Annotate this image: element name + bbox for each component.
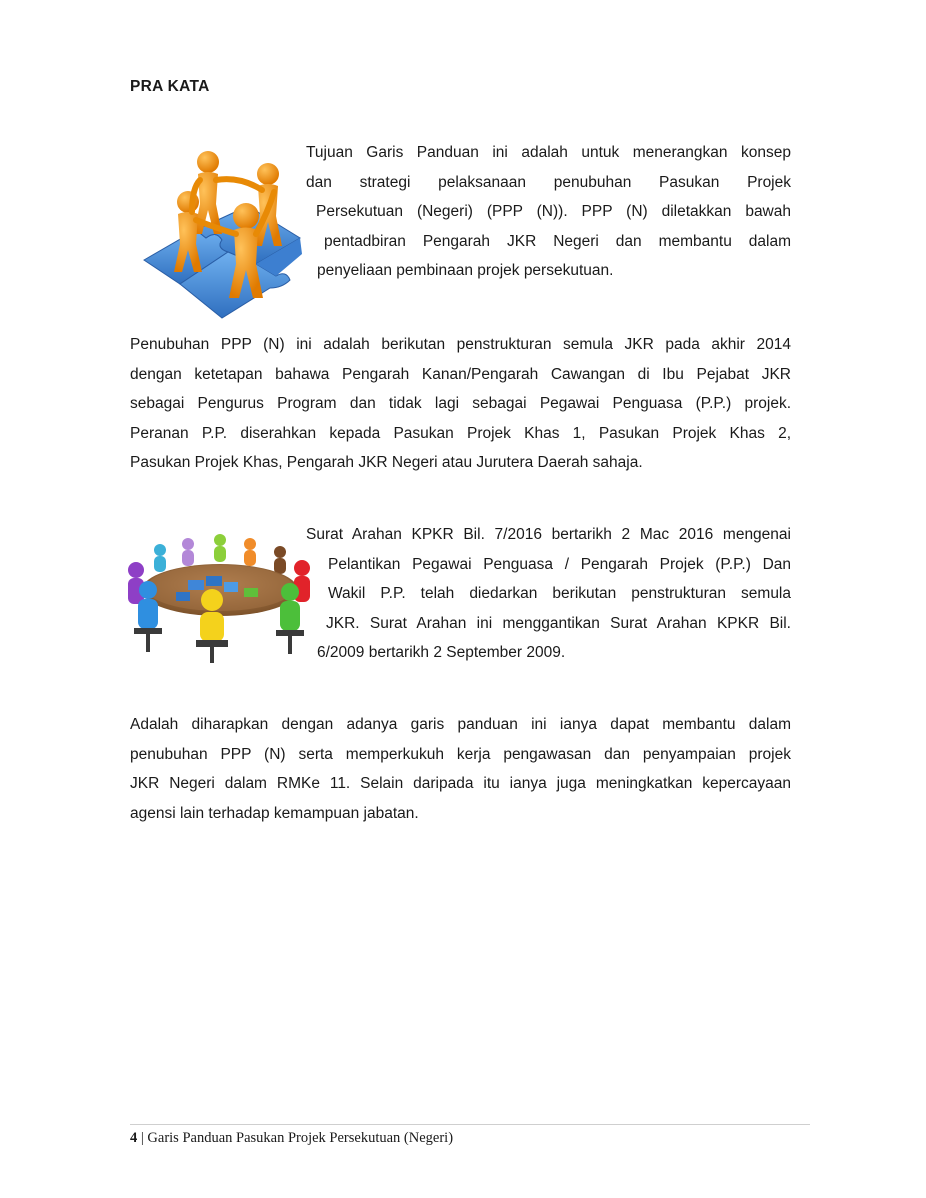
circular-line: JKR. Surat Arahan ini menggantikan Surat Arahan KPKR Bil. bbox=[326, 614, 791, 632]
restructuring-line: Peranan P.P. diserahkan kepada Pasukan Projek Khas 1, Pasukan Projek Khas 2, bbox=[130, 424, 791, 442]
page-heading: PRA KATA bbox=[130, 78, 210, 95]
intro-line: dan strategi pelaksanaan penubuhan Pasukan Projek bbox=[306, 173, 791, 191]
page-number: 4 bbox=[130, 1130, 138, 1146]
circular-line: Surat Arahan KPKR Bil. 7/2016 bertarikh 2 Mac 2016 mengenai bbox=[306, 526, 791, 543]
intro-line: Persekutuan (Negeri) (PPP (N)). PPP (N) diletakkan bawah bbox=[316, 203, 791, 220]
page-footer bbox=[130, 1130, 453, 1147]
teamwork-puzzle-illustration bbox=[136, 142, 304, 324]
intro-line: penyeliaan pembinaan projek persekutuan. bbox=[317, 262, 614, 279]
closing-line: JKR Negeri dalam RMKe 11. Selain daripada itu ianya juga meningkatkan kepercayaan bbox=[130, 775, 791, 792]
footer-title: Garis Panduan Pasukan Projek Persekutuan (Negeri) bbox=[147, 1130, 454, 1146]
meeting-table-illustration bbox=[126, 532, 312, 666]
closing-paragraph bbox=[130, 710, 791, 828]
circular-paragraph bbox=[306, 520, 791, 668]
circular-line: Pelantikan Pegawai Penguasa / Pengarah Projek (P.P.) Dan bbox=[328, 555, 791, 573]
circular-line: 6/2009 bertarikh 2 September 2009. bbox=[317, 644, 566, 661]
intro-line: Tujuan Garis Panduan ini adalah untuk menerangkan konsep bbox=[306, 144, 791, 161]
restructuring-line: Penubuhan PPP (N) ini adalah berikutan penstrukturan semula JKR pada akhir 2014 bbox=[130, 336, 791, 353]
restructuring-line: Pasukan Projek Khas, Pengarah JKR Negeri atau Jurutera Daerah sahaja. bbox=[130, 454, 643, 471]
intro-line: pentadbiran Pengarah JKR Negeri dan membantu dalam bbox=[324, 232, 791, 250]
restructuring-paragraph bbox=[130, 330, 791, 478]
closing-line: Adalah diharapkan dengan adanya garis panduan ini ianya dapat membantu dalam bbox=[130, 716, 791, 733]
closing-line: agensi lain terhadap kemampuan jabatan. bbox=[130, 804, 419, 822]
closing-line: penubuhan PPP (N) serta memperkukuh kerja pengawasan dan penyampaian projek bbox=[130, 745, 791, 763]
restructuring-line: dengan ketetapan bahawa Pengarah Kanan/Pengarah Cawangan di Ibu Pejabat JKR bbox=[130, 365, 791, 383]
restructuring-line: sebagai Pengurus Program dan tidak lagi sebagai Pegawai Penguasa (P.P.) projek. bbox=[130, 395, 791, 412]
intro-paragraph bbox=[306, 138, 791, 286]
circular-line: Wakil P.P. telah diedarkan berikutan penstrukturan semula bbox=[328, 585, 791, 602]
footer-divider bbox=[130, 1124, 810, 1125]
footer-separator: | bbox=[140, 1130, 144, 1146]
